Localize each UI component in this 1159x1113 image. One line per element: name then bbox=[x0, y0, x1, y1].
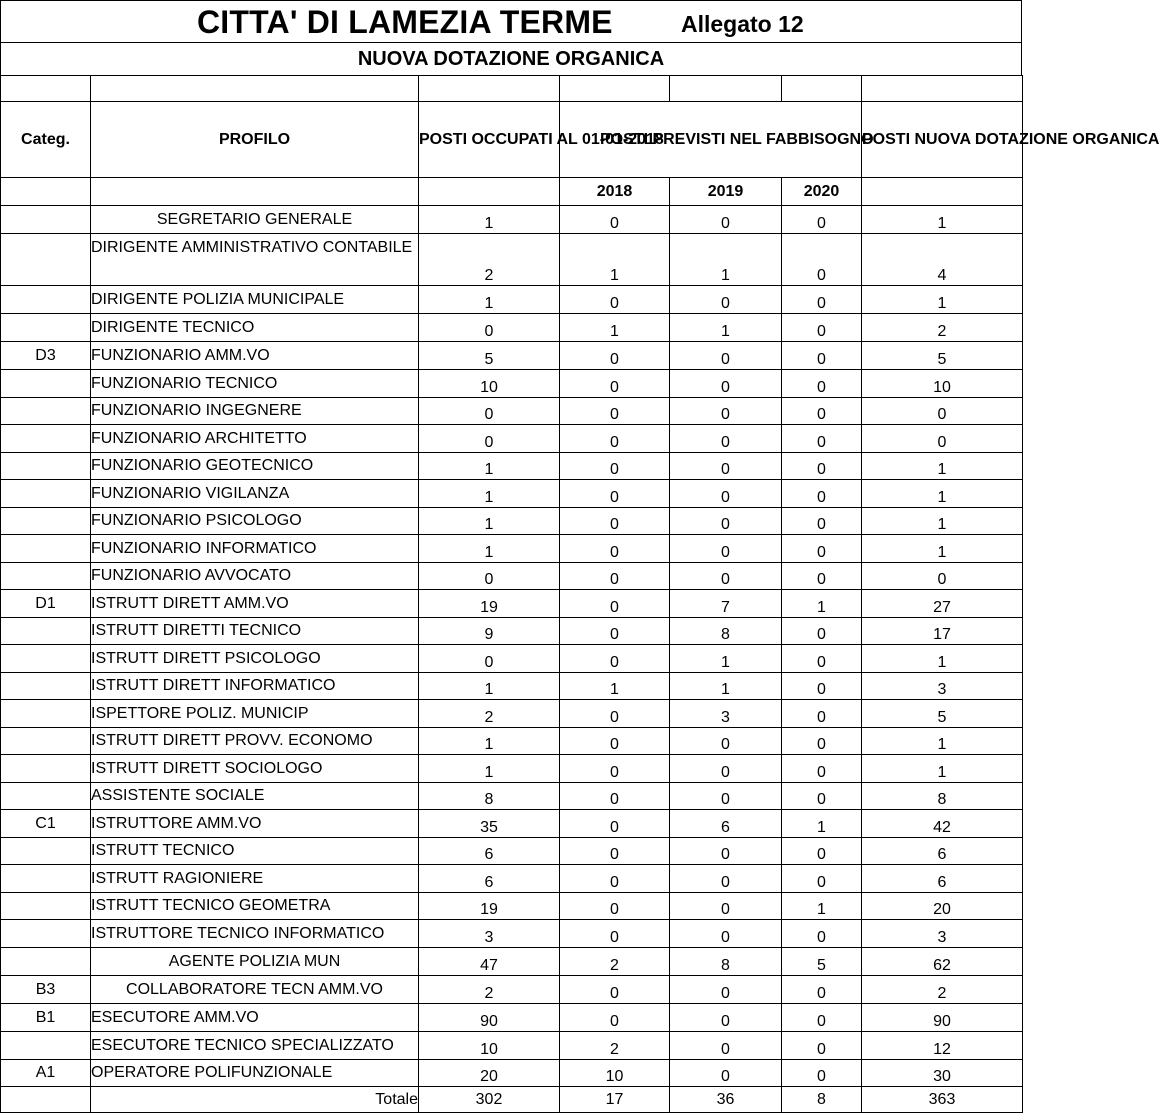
table-row bbox=[1, 342, 1023, 370]
nuova-cell: 20 bbox=[862, 893, 1023, 920]
profilo-cell: ISTRUTT DIRETT PROVV. ECONOMO bbox=[91, 728, 419, 755]
year-2020: 2020 bbox=[782, 178, 862, 206]
y2019-cell: 0 bbox=[670, 535, 782, 563]
table-row bbox=[1, 314, 1023, 342]
occupati-cell: 1 bbox=[419, 535, 560, 563]
profilo-cell: FUNZIONARIO INFORMATICO bbox=[91, 535, 419, 563]
header-nuova: POSTI NUOVA DOTAZIONE ORGANICA bbox=[862, 102, 1023, 178]
y2018-cell: 0 bbox=[560, 728, 670, 755]
profilo-cell: ISPETTORE POLIZ. MUNICIP bbox=[91, 700, 419, 728]
totale-empty bbox=[1, 1087, 91, 1113]
y2019-cell: 6 bbox=[670, 810, 782, 838]
table-row bbox=[1, 645, 1023, 673]
nuova-cell: 17 bbox=[862, 618, 1023, 645]
categ-cell bbox=[1, 234, 91, 286]
profilo-cell: FUNZIONARIO TECNICO bbox=[91, 370, 419, 398]
y2019-cell: 8 bbox=[670, 948, 782, 976]
profilo-cell: ISTRUTT DIRETT SOCIOLOGO bbox=[91, 755, 419, 783]
categ-cell bbox=[1, 948, 91, 976]
nuova-cell: 1 bbox=[862, 535, 1023, 563]
nuova-cell: 1 bbox=[862, 508, 1023, 535]
y2018-cell: 0 bbox=[560, 755, 670, 783]
nuova-cell: 1 bbox=[862, 728, 1023, 755]
y2020-cell: 0 bbox=[782, 783, 862, 810]
y2019-cell: 0 bbox=[670, 783, 782, 810]
header-previsti: POSTI PREVISTI NEL FABBISOGNO bbox=[560, 102, 862, 178]
categ-cell bbox=[1, 314, 91, 342]
table-row bbox=[1, 370, 1023, 398]
totale-2018: 17 bbox=[560, 1087, 670, 1113]
categ-cell: D3 bbox=[1, 342, 91, 370]
occupati-cell: 9 bbox=[419, 618, 560, 645]
occupati-cell: 1 bbox=[419, 508, 560, 535]
nuova-cell: 1 bbox=[862, 286, 1023, 314]
table-row bbox=[1, 783, 1023, 810]
table-row bbox=[1, 893, 1023, 920]
y2018-cell: 0 bbox=[560, 342, 670, 370]
totale-occupati: 302 bbox=[419, 1087, 560, 1113]
y2020-cell: 0 bbox=[782, 370, 862, 398]
table-row bbox=[1, 673, 1023, 700]
categ-cell bbox=[1, 893, 91, 920]
occupati-cell: 3 bbox=[419, 920, 560, 948]
occupati-cell: 1 bbox=[419, 728, 560, 755]
y2019-cell: 0 bbox=[670, 755, 782, 783]
header-occupati: POSTI OCCUPATI AL 01-01-2018 bbox=[419, 102, 560, 178]
y2018-cell: 2 bbox=[560, 1032, 670, 1060]
categ-cell: D1 bbox=[1, 590, 91, 618]
y2020-cell: 0 bbox=[782, 314, 862, 342]
y2020-cell: 0 bbox=[782, 838, 862, 865]
table-row bbox=[1, 590, 1023, 618]
table-row bbox=[1, 810, 1023, 838]
y2018-cell: 0 bbox=[560, 700, 670, 728]
nuova-cell: 3 bbox=[862, 920, 1023, 948]
categ-cell: B3 bbox=[1, 976, 91, 1004]
year-2019: 2019 bbox=[670, 178, 782, 206]
nuova-cell: 6 bbox=[862, 838, 1023, 865]
table-row bbox=[1, 755, 1023, 783]
page-title: CITTA' DI LAMEZIA TERME bbox=[197, 4, 613, 40]
categ-cell bbox=[1, 618, 91, 645]
y2020-cell: 0 bbox=[782, 398, 862, 425]
nuova-cell: 42 bbox=[862, 810, 1023, 838]
table-row bbox=[1, 728, 1023, 755]
table-row bbox=[1, 920, 1023, 948]
occupati-cell: 1 bbox=[419, 206, 560, 234]
occupati-cell: 2 bbox=[419, 976, 560, 1004]
table-row bbox=[1, 700, 1023, 728]
blank-row bbox=[1, 76, 1023, 102]
y2019-cell: 7 bbox=[670, 590, 782, 618]
y2018-cell: 0 bbox=[560, 535, 670, 563]
profilo-cell: ISTRUTT DIRETT INFORMATICO bbox=[91, 673, 419, 700]
y2020-cell: 0 bbox=[782, 480, 862, 508]
y2020-cell: 1 bbox=[782, 810, 862, 838]
y2019-cell: 3 bbox=[670, 700, 782, 728]
y2020-cell: 0 bbox=[782, 453, 862, 480]
y2020-cell: 0 bbox=[782, 645, 862, 673]
years-row bbox=[1, 178, 1023, 206]
occupati-cell: 0 bbox=[419, 645, 560, 673]
y2020-cell: 1 bbox=[782, 893, 862, 920]
y2018-cell: 2 bbox=[560, 948, 670, 976]
table-row bbox=[1, 453, 1023, 480]
nuova-cell: 3 bbox=[862, 673, 1023, 700]
occupati-cell: 90 bbox=[419, 1004, 560, 1032]
profilo-cell: ISTRUTT DIRETT PSICOLOGO bbox=[91, 645, 419, 673]
profilo-cell: FUNZIONARIO VIGILANZA bbox=[91, 480, 419, 508]
y2018-cell: 0 bbox=[560, 645, 670, 673]
table-row bbox=[1, 563, 1023, 590]
table-row bbox=[1, 234, 1023, 286]
y2018-cell: 0 bbox=[560, 563, 670, 590]
occupati-cell: 19 bbox=[419, 893, 560, 920]
y2020-cell: 0 bbox=[782, 342, 862, 370]
table-row bbox=[1, 425, 1023, 453]
categ-cell bbox=[1, 370, 91, 398]
categ-cell bbox=[1, 563, 91, 590]
occupati-cell: 1 bbox=[419, 286, 560, 314]
nuova-cell: 27 bbox=[862, 590, 1023, 618]
table-row bbox=[1, 508, 1023, 535]
y2018-cell: 0 bbox=[560, 286, 670, 314]
categ-cell bbox=[1, 535, 91, 563]
occupati-cell: 0 bbox=[419, 398, 560, 425]
nuova-cell: 10 bbox=[862, 370, 1023, 398]
nuova-cell: 90 bbox=[862, 1004, 1023, 1032]
profilo-cell: ISTRUTTORE AMM.VO bbox=[91, 810, 419, 838]
categ-cell bbox=[1, 1032, 91, 1060]
subtitle-row bbox=[0, 42, 1022, 76]
table-row bbox=[1, 1060, 1023, 1087]
totale-2020: 8 bbox=[782, 1087, 862, 1113]
profilo-cell: FUNZIONARIO AMM.VO bbox=[91, 342, 419, 370]
y2019-cell: 1 bbox=[670, 673, 782, 700]
table-row bbox=[1, 480, 1023, 508]
y2020-cell: 0 bbox=[782, 1060, 862, 1087]
nuova-cell: 0 bbox=[862, 398, 1023, 425]
occupati-cell: 20 bbox=[419, 1060, 560, 1087]
y2018-cell: 1 bbox=[560, 234, 670, 286]
table-row bbox=[1, 865, 1023, 893]
y2018-cell: 0 bbox=[560, 618, 670, 645]
occupati-cell: 19 bbox=[419, 590, 560, 618]
nuova-cell: 1 bbox=[862, 206, 1023, 234]
profilo-cell: FUNZIONARIO AVVOCATO bbox=[91, 563, 419, 590]
profilo-cell: AGENTE POLIZIA MUN bbox=[91, 948, 419, 976]
categ-cell bbox=[1, 783, 91, 810]
y2019-cell: 0 bbox=[670, 1004, 782, 1032]
y2018-cell: 0 bbox=[560, 810, 670, 838]
y2019-cell: 1 bbox=[670, 314, 782, 342]
categ-cell bbox=[1, 673, 91, 700]
y2019-cell: 0 bbox=[670, 893, 782, 920]
nuova-cell: 12 bbox=[862, 1032, 1023, 1060]
nuova-cell: 1 bbox=[862, 453, 1023, 480]
table-row bbox=[1, 618, 1023, 645]
y2019-cell: 0 bbox=[670, 563, 782, 590]
nuova-cell: 4 bbox=[862, 234, 1023, 286]
occupati-cell: 10 bbox=[419, 1032, 560, 1060]
categ-cell bbox=[1, 700, 91, 728]
categ-cell bbox=[1, 286, 91, 314]
categ-cell bbox=[1, 425, 91, 453]
nuova-cell: 1 bbox=[862, 480, 1023, 508]
nuova-cell: 1 bbox=[862, 645, 1023, 673]
header-row bbox=[1, 102, 1023, 178]
y2019-cell: 0 bbox=[670, 398, 782, 425]
totale-2019: 36 bbox=[670, 1087, 782, 1113]
y2018-cell: 0 bbox=[560, 398, 670, 425]
nuova-cell: 2 bbox=[862, 976, 1023, 1004]
y2018-cell: 0 bbox=[560, 783, 670, 810]
allegato-label: Allegato 12 bbox=[681, 11, 804, 37]
y2018-cell: 0 bbox=[560, 976, 670, 1004]
y2020-cell: 0 bbox=[782, 234, 862, 286]
y2019-cell: 0 bbox=[670, 370, 782, 398]
nuova-cell: 0 bbox=[862, 425, 1023, 453]
profilo-cell: ISTRUTT TECNICO GEOMETRA bbox=[91, 893, 419, 920]
occupati-cell: 10 bbox=[419, 370, 560, 398]
categ-cell bbox=[1, 838, 91, 865]
year-2018: 2018 bbox=[560, 178, 670, 206]
y2020-cell: 0 bbox=[782, 206, 862, 234]
header-profilo: PROFILO bbox=[91, 102, 419, 178]
categ-cell bbox=[1, 920, 91, 948]
y2018-cell: 10 bbox=[560, 1060, 670, 1087]
totale-label: Totale bbox=[91, 1087, 419, 1113]
categ-cell bbox=[1, 453, 91, 480]
organico-table bbox=[0, 75, 1159, 1113]
y2019-cell: 1 bbox=[670, 234, 782, 286]
totale-row bbox=[1, 1087, 1023, 1113]
occupati-cell: 1 bbox=[419, 755, 560, 783]
y2020-cell: 0 bbox=[782, 700, 862, 728]
page-subtitle: NUOVA DOTAZIONE ORGANICA bbox=[357, 48, 665, 70]
occupati-cell: 1 bbox=[419, 480, 560, 508]
occupati-cell: 1 bbox=[419, 673, 560, 700]
table-row bbox=[1, 398, 1023, 425]
y2020-cell: 0 bbox=[782, 508, 862, 535]
y2019-cell: 0 bbox=[670, 453, 782, 480]
y2019-cell: 0 bbox=[670, 342, 782, 370]
y2019-cell: 0 bbox=[670, 425, 782, 453]
nuova-cell: 5 bbox=[862, 342, 1023, 370]
profilo-cell: OPERATORE POLIFUNZIONALE bbox=[91, 1060, 419, 1087]
occupati-cell: 47 bbox=[419, 948, 560, 976]
occupati-cell: 2 bbox=[419, 700, 560, 728]
profilo-cell: ISTRUTT DIRETT AMM.VO bbox=[91, 590, 419, 618]
occupati-cell: 6 bbox=[419, 838, 560, 865]
profilo-cell: SEGRETARIO GENERALE bbox=[91, 206, 419, 234]
y2018-cell: 0 bbox=[560, 1004, 670, 1032]
y2019-cell: 0 bbox=[670, 480, 782, 508]
y2020-cell: 0 bbox=[782, 1032, 862, 1060]
categ-cell bbox=[1, 480, 91, 508]
table-row bbox=[1, 206, 1023, 234]
y2019-cell: 0 bbox=[670, 508, 782, 535]
y2020-cell: 0 bbox=[782, 286, 862, 314]
categ-cell bbox=[1, 865, 91, 893]
occupati-cell: 8 bbox=[419, 783, 560, 810]
occupati-cell: 5 bbox=[419, 342, 560, 370]
categ-cell bbox=[1, 206, 91, 234]
occupati-cell: 0 bbox=[419, 314, 560, 342]
nuova-cell: 6 bbox=[862, 865, 1023, 893]
y2018-cell: 0 bbox=[560, 508, 670, 535]
y2019-cell: 0 bbox=[670, 838, 782, 865]
occupati-cell: 0 bbox=[419, 425, 560, 453]
occupati-cell: 35 bbox=[419, 810, 560, 838]
nuova-cell: 0 bbox=[862, 563, 1023, 590]
y2018-cell: 0 bbox=[560, 480, 670, 508]
y2020-cell: 1 bbox=[782, 590, 862, 618]
y2020-cell: 0 bbox=[782, 673, 862, 700]
y2020-cell: 5 bbox=[782, 948, 862, 976]
table-row bbox=[1, 838, 1023, 865]
totale-nuova: 363 bbox=[862, 1087, 1023, 1113]
nuova-cell: 30 bbox=[862, 1060, 1023, 1087]
profilo-cell: FUNZIONARIO ARCHITETTO bbox=[91, 425, 419, 453]
nuova-cell: 8 bbox=[862, 783, 1023, 810]
profilo-cell: FUNZIONARIO GEOTECNICO bbox=[91, 453, 419, 480]
profilo-cell: ESECUTORE AMM.VO bbox=[91, 1004, 419, 1032]
table-row bbox=[1, 948, 1023, 976]
y2019-cell: 0 bbox=[670, 1060, 782, 1087]
profilo-cell: ESECUTORE TECNICO SPECIALIZZATO bbox=[91, 1032, 419, 1060]
y2018-cell: 0 bbox=[560, 206, 670, 234]
y2018-cell: 0 bbox=[560, 590, 670, 618]
y2019-cell: 0 bbox=[670, 865, 782, 893]
profilo-cell: ISTRUTT TECNICO bbox=[91, 838, 419, 865]
y2019-cell: 1 bbox=[670, 645, 782, 673]
profilo-cell: FUNZIONARIO PSICOLOGO bbox=[91, 508, 419, 535]
profilo-cell: ISTRUTT RAGIONIERE bbox=[91, 865, 419, 893]
profilo-cell: DIRIGENTE AMMINISTRATIVO CONTABILE bbox=[91, 234, 419, 286]
categ-cell bbox=[1, 508, 91, 535]
y2020-cell: 0 bbox=[782, 535, 862, 563]
profilo-cell: DIRIGENTE POLIZIA MUNICIPALE bbox=[91, 286, 419, 314]
nuova-cell: 1 bbox=[862, 755, 1023, 783]
y2018-cell: 0 bbox=[560, 425, 670, 453]
categ-cell: B1 bbox=[1, 1004, 91, 1032]
y2019-cell: 0 bbox=[670, 1032, 782, 1060]
header-categ: Categ. bbox=[1, 102, 91, 178]
categ-cell bbox=[1, 728, 91, 755]
table-row bbox=[1, 1032, 1023, 1060]
y2018-cell: 0 bbox=[560, 920, 670, 948]
y2019-cell: 8 bbox=[670, 618, 782, 645]
y2020-cell: 0 bbox=[782, 920, 862, 948]
profilo-cell: ISTRUTT DIRETTI TECNICO bbox=[91, 618, 419, 645]
y2018-cell: 0 bbox=[560, 370, 670, 398]
y2020-cell: 0 bbox=[782, 755, 862, 783]
y2018-cell: 0 bbox=[560, 865, 670, 893]
categ-cell bbox=[1, 398, 91, 425]
y2018-cell: 0 bbox=[560, 893, 670, 920]
profilo-cell: COLLABORATORE TECN AMM.VO bbox=[91, 976, 419, 1004]
y2019-cell: 0 bbox=[670, 976, 782, 1004]
y2019-cell: 0 bbox=[670, 286, 782, 314]
profilo-cell: DIRIGENTE TECNICO bbox=[91, 314, 419, 342]
y2019-cell: 0 bbox=[670, 728, 782, 755]
y2018-cell: 1 bbox=[560, 673, 670, 700]
y2018-cell: 0 bbox=[560, 453, 670, 480]
nuova-cell: 62 bbox=[862, 948, 1023, 976]
y2018-cell: 1 bbox=[560, 314, 670, 342]
profilo-cell: ASSISTENTE SOCIALE bbox=[91, 783, 419, 810]
y2020-cell: 0 bbox=[782, 563, 862, 590]
categ-cell bbox=[1, 645, 91, 673]
occupati-cell: 2 bbox=[419, 234, 560, 286]
table-row bbox=[1, 286, 1023, 314]
occupati-cell: 0 bbox=[419, 563, 560, 590]
occupati-cell: 1 bbox=[419, 453, 560, 480]
profilo-cell: ISTRUTTORE TECNICO INFORMATICO bbox=[91, 920, 419, 948]
categ-cell: C1 bbox=[1, 810, 91, 838]
profilo-cell: FUNZIONARIO INGEGNERE bbox=[91, 398, 419, 425]
y2020-cell: 0 bbox=[782, 865, 862, 893]
y2019-cell: 0 bbox=[670, 920, 782, 948]
y2020-cell: 0 bbox=[782, 425, 862, 453]
y2020-cell: 0 bbox=[782, 618, 862, 645]
table-row bbox=[1, 976, 1023, 1004]
y2020-cell: 0 bbox=[782, 728, 862, 755]
table-row bbox=[1, 1004, 1023, 1032]
y2020-cell: 0 bbox=[782, 976, 862, 1004]
nuova-cell: 2 bbox=[862, 314, 1023, 342]
table-row bbox=[1, 535, 1023, 563]
y2020-cell: 0 bbox=[782, 1004, 862, 1032]
categ-cell bbox=[1, 755, 91, 783]
categ-cell: A1 bbox=[1, 1060, 91, 1087]
title-row bbox=[0, 0, 1022, 43]
y2019-cell: 0 bbox=[670, 206, 782, 234]
nuova-cell: 5 bbox=[862, 700, 1023, 728]
y2018-cell: 0 bbox=[560, 838, 670, 865]
occupati-cell: 6 bbox=[419, 865, 560, 893]
